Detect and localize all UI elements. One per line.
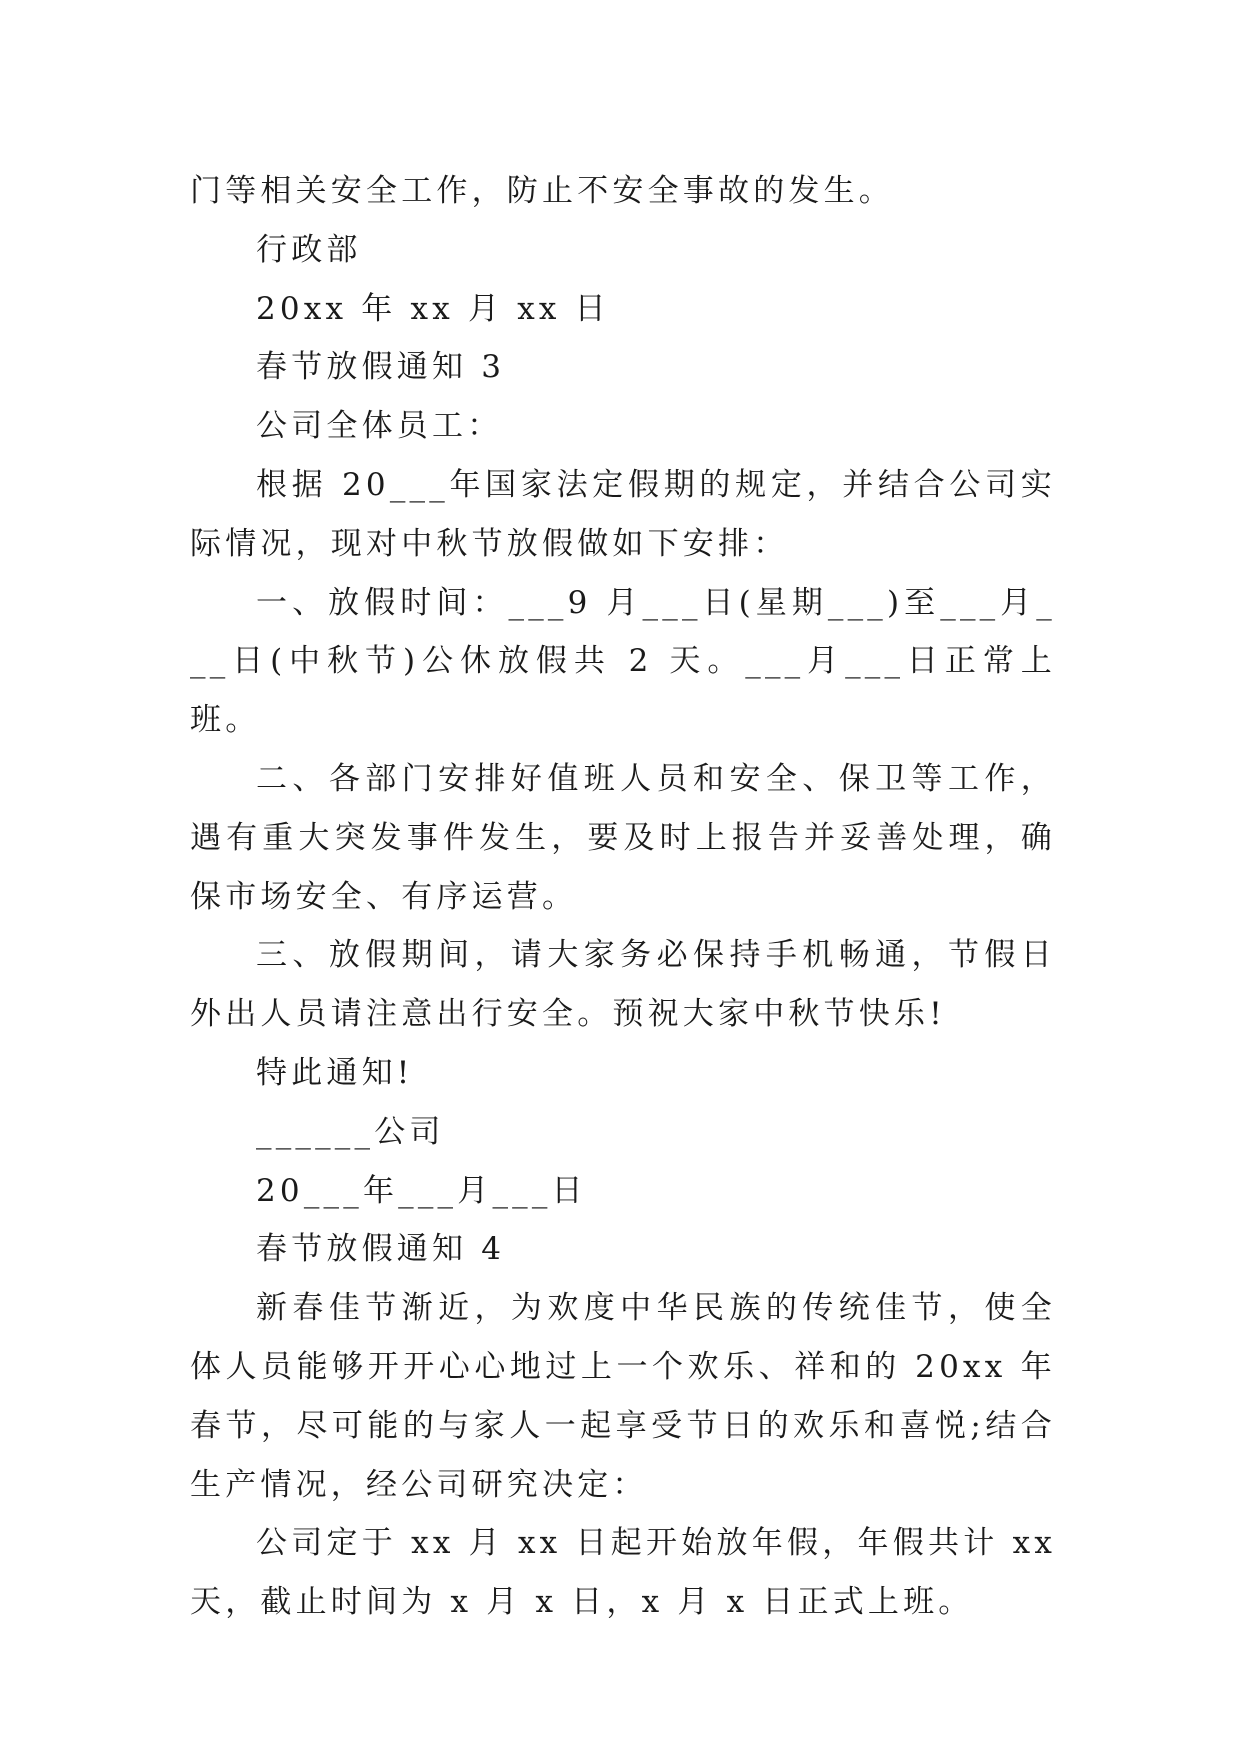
document-body <box>190 162 1056 1632</box>
notice-title-4: 春节放假通知 4 <box>256 1231 506 1268</box>
paragraph-safety-continuation: 门等相关安全工作，防止不安全事故的发生。 <box>190 173 894 209</box>
signature-company: ______公司 <box>256 1113 445 1150</box>
notice-title-3: 春节放假通知 3 <box>256 349 506 386</box>
paragraph-duty-arrangement: 二、各部门安排好值班人员和安全、保卫等工作，遇有重大突发事件发生，要及时上报告并妥善处理，确保市场安全、有序运营。 <box>190 760 1056 915</box>
notice-closing: 特此通知! <box>256 1054 414 1091</box>
paragraph-spring-festival-intro: 新春佳节渐近，为欢度中华民族的传统佳节，使全体人员能够开开心心地过上一个欢乐、祥和的 20xx 年春节，尽可能的与家人一起享受节日的欢乐和喜悦;结合生产情况，经公司研究决定： <box>190 1290 1056 1503</box>
signature-date: 20xx 年 xx 月 xx 日 <box>256 290 610 327</box>
paragraph-holiday-safety: 三、放假期间，请大家务必保持手机畅通，节假日外出人员请注意出行安全。预祝大家中秋节快乐! <box>190 937 1056 1033</box>
paragraph-annual-leave: 公司定于 xx 月 xx 日起开始放年假，年假共计 xx 天，截止时间为 x 月 x 日，x 月 x 日正式上班。 <box>190 1525 1056 1621</box>
paragraph-holiday-time: 一、放假时间：___9 月___日(星期___)至___月___日(中秋节)公休放假共 2 天。___月___日正常上班。 <box>190 584 1056 739</box>
signature-department: 行政部 <box>256 231 362 268</box>
salutation: 公司全体员工： <box>256 408 503 445</box>
signature-date-blank: 20___年___月___日 <box>256 1172 587 1209</box>
paragraph-intro: 根据 20___年国家法定假期的规定，并结合公司实际情况，现对中秋节放假做如下安排： <box>190 466 1056 562</box>
